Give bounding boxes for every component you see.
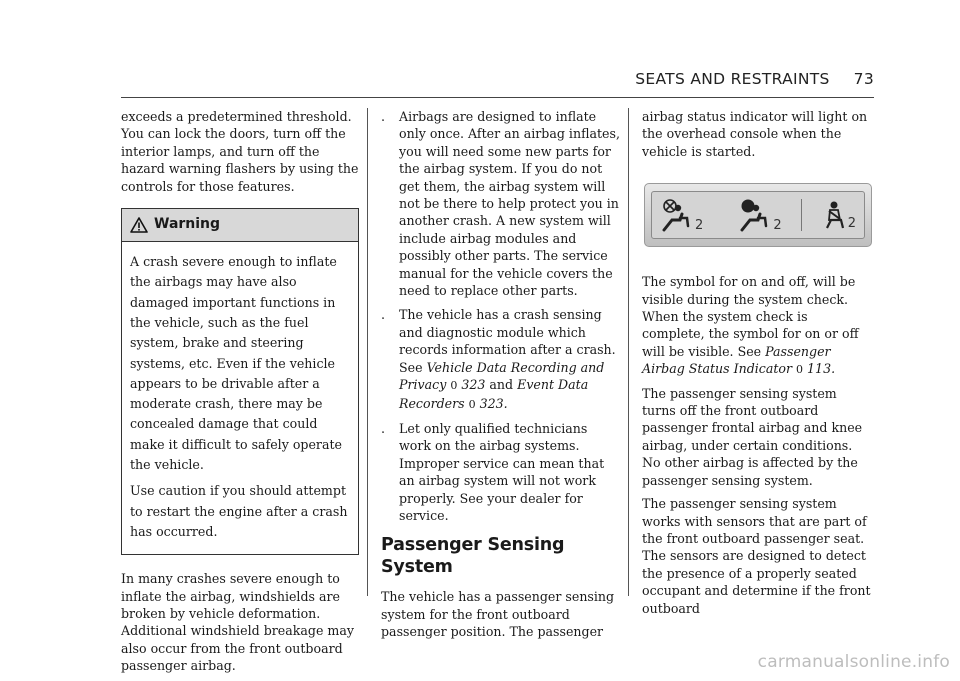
column-divider-2 <box>628 108 629 596</box>
header-rule <box>121 97 874 98</box>
ref-link-status-indicator[interactable]: Passenger Airbag Status Indicator <box>642 343 831 377</box>
list-item <box>381 420 621 524</box>
airbag-indicator-figure <box>642 179 874 251</box>
warning-body <box>122 242 358 554</box>
bullet-text-1: Airbags are designed to inflate only once. After an airbag inflates, you will need some new parts for the airbag system. If you do not get them, the airbag system will not be there to help protect you in another crash. A new system will include airbag modules and possibly other parts. The service manual for the vehicle covers the need to replace other parts. <box>399 109 620 299</box>
sensors-paragraph: The passenger sensing system works with sensors that are part of the front outboard passenger seat. The sensors are designed to detect the presence of a properly seated occupant and determine if the front outboard <box>642 496 871 616</box>
ref-link-event-recorders[interactable]: Event Data Recorders <box>399 377 589 411</box>
column-1 <box>121 108 359 681</box>
intro-paragraph: exceeds a predetermined threshold. You can lock the doors, turn off the interior lamps, and turn off the hazard warning flashers by using the controls for those features. <box>121 109 359 194</box>
indicator-display <box>651 191 865 239</box>
bullet-mark: . <box>381 420 386 436</box>
bullet-text-3: Let only qualified technicians work on the airbag systems. Improper service can mean that an airbag system will not work properly. See your dealer for service. <box>399 420 605 523</box>
page-ref-arrow-icon: 0 <box>796 363 804 377</box>
airbag-off-icon <box>660 198 703 232</box>
page-number: 73 <box>853 70 874 88</box>
column-3 <box>642 108 874 623</box>
warning-title: Warning <box>154 216 221 233</box>
indicator-divider <box>801 199 802 231</box>
windshield-paragraph: In many crashes severe enough to inflate the airbag, windshields are broken by vehicle deformation. Additional windshield breakage may also occur from the front outboard passenger airbag. <box>121 571 354 674</box>
icon-number: 2 <box>773 218 782 234</box>
turns-off-paragraph: The passenger sensing system turns off the front outboard passenger frontal airbag and knee airbag, under certain conditions. No other airbag is affected by the passenger sensing system. <box>642 385 863 488</box>
overhead-console-panel <box>644 183 872 247</box>
column-divider-1 <box>367 108 368 596</box>
warning-triangle-icon <box>130 217 148 233</box>
pss-paragraph: The vehicle has a passenger sensing system for the front outboard passenger position. The passenger <box>381 589 615 640</box>
ref-link-data-recording[interactable]: Vehicle Data Recording and Privacy <box>399 359 605 393</box>
bullet-mark: . <box>381 307 386 323</box>
airbag-on-icon <box>738 198 781 232</box>
indicator-paragraph: airbag status indicator will light on the overhead console when the vehicle is started. <box>642 109 868 159</box>
list-item <box>381 108 621 299</box>
ref-page-113[interactable]: 113 <box>807 361 832 377</box>
seatbelt-reminder-icon <box>821 200 856 230</box>
column-2 <box>381 108 621 647</box>
symbol-paragraph: The symbol for on and off, will be visible during the system check. When the system check is complete, the symbol for on or off will be visible. See Passenger Airbag Status Indicator 0 113. <box>642 274 859 377</box>
warning-text-1: A crash severe enough to inflate the airbags may have also damaged important functions in the vehicle, such as the fuel system, brake and steering systems, etc. Even if the vehicle appears to be drivable after a moderate crash, there may be concealed damage that could make it difficult to safely operate the vehicle. <box>130 254 342 472</box>
page-ref-arrow-icon: 0 <box>450 379 458 393</box>
symbol-text: The symbol for on and off, will be visible during the system check. When the system check is complete, the symbol for on or off will be visible. See <box>642 274 859 359</box>
warning-header <box>122 209 358 242</box>
warning-text-2: Use caution if you should attempt to restart the engine after a crash has occurred. <box>130 483 348 539</box>
warning-box <box>121 208 359 555</box>
icon-number: 2 <box>847 216 856 232</box>
icon-number: 2 <box>695 218 704 234</box>
watermark: carmanualsonline.info <box>757 652 950 672</box>
page-header <box>635 70 874 88</box>
bullet-and: and <box>489 377 514 393</box>
ref-page-323b[interactable]: 323 <box>479 395 504 411</box>
bullet-text-2: The vehicle has a crash sensing and diagnostic module which records information after a crash. See <box>399 307 616 375</box>
section-title: SEATS AND RESTRAINTS <box>635 70 830 88</box>
bullet-mark: . <box>381 109 386 124</box>
section-heading: Passenger Sensing System <box>381 535 565 578</box>
list-item: . The vehicle has a crash sensing and diagnostic module which records information after a crash. See Vehicle Data Recording and Privacy 0 323 and Event Data Recorders 0 323. <box>381 307 616 411</box>
page-ref-arrow-icon: 0 <box>468 397 476 411</box>
ref-page-323a[interactable]: 323 <box>461 377 486 393</box>
